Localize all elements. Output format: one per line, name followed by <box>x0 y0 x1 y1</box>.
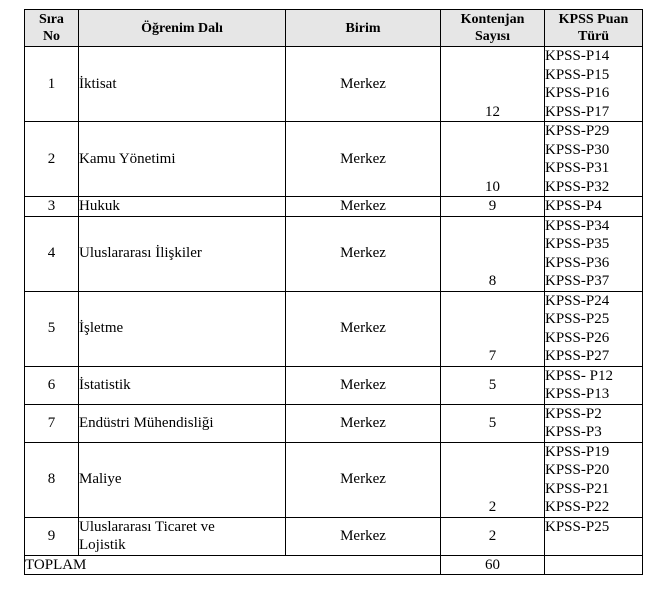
quota-count: 9 <box>441 197 545 217</box>
program-name: İşletme <box>79 291 286 366</box>
kpss-type: KPSS-P26 <box>545 329 610 346</box>
unit-name: Merkez <box>286 517 441 555</box>
kpss-type: KPSS-P13 <box>545 386 610 402</box>
kpss-type: KPSS-P30 <box>545 141 610 158</box>
kpss-type: KPSS-P24 <box>545 292 610 309</box>
table-row <box>25 404 643 442</box>
table-row <box>25 197 643 217</box>
kpss-type: KPSS-P31 <box>545 160 610 176</box>
kpss-type: KPSS-P22 <box>545 499 610 515</box>
total-value: 60 <box>441 555 545 575</box>
kpss-types <box>545 404 643 442</box>
kpss-type: KPSS-P34 <box>545 217 610 234</box>
header-no: Sıra No <box>25 10 79 47</box>
table-row <box>25 47 643 122</box>
row-number: 6 <box>25 366 79 404</box>
row-number: 5 <box>25 291 79 366</box>
table-footer <box>25 555 643 575</box>
kpss-types <box>545 216 643 291</box>
table-body <box>25 47 643 556</box>
unit-name: Merkez <box>286 442 441 517</box>
kpss-types <box>545 47 643 122</box>
row-number: 4 <box>25 216 79 291</box>
table-header <box>25 10 643 47</box>
kpss-type: KPSS-P4 <box>545 198 602 214</box>
program-name-line: Uluslararası Ticaret ve <box>79 518 215 535</box>
table-row <box>25 517 643 555</box>
kpss-types <box>545 197 643 217</box>
kpss-type: KPSS-P32 <box>545 178 610 195</box>
header-quota: Kontenjan Sayısı <box>441 10 545 47</box>
unit-name: Merkez <box>286 404 441 442</box>
kpss-type: KPSS-P25 <box>545 311 610 327</box>
kpss-types <box>545 442 643 517</box>
kpss-type: KPSS-P3 <box>545 424 602 440</box>
row-number: 3 <box>25 197 79 217</box>
total-row <box>25 555 643 575</box>
kpss-type: KPSS-P15 <box>545 66 610 83</box>
program-name <box>79 517 286 555</box>
quota-count: 2 <box>441 517 545 555</box>
kpss-type: KPSS- P12 <box>545 367 613 384</box>
kpss-type: KPSS-P20 <box>545 462 610 478</box>
program-name: Endüstri Mühendisliği <box>79 404 286 442</box>
kpss-type: KPSS-P29 <box>545 123 610 139</box>
kpss-type: KPSS-P16 <box>545 85 610 101</box>
table-row <box>25 216 643 291</box>
kpss-type: KPSS-P36 <box>545 254 610 271</box>
quota-count: 12 <box>441 47 545 122</box>
kpss-type: KPSS-P35 <box>545 236 610 252</box>
table-row <box>25 366 643 404</box>
kpss-type: KPSS-P17 <box>545 103 610 120</box>
header-row <box>25 10 643 47</box>
quota-count: 5 <box>441 366 545 404</box>
kpss-types <box>545 122 643 197</box>
total-empty-cell <box>545 555 643 575</box>
unit-name: Merkez <box>286 291 441 366</box>
total-label: TOPLAM <box>25 555 441 575</box>
quota-count: 2 <box>441 442 545 517</box>
program-name: Kamu Yönetimi <box>79 122 286 197</box>
row-number: 9 <box>25 517 79 555</box>
quota-count: 10 <box>441 122 545 197</box>
quota-table <box>24 9 643 575</box>
header-program: Öğrenim Dalı <box>79 10 286 47</box>
kpss-type: KPSS-P37 <box>545 273 610 289</box>
program-name-line: Lojistik <box>79 537 126 553</box>
kpss-types <box>545 366 643 404</box>
kpss-type: KPSS-P14 <box>545 48 610 64</box>
quota-count: 5 <box>441 404 545 442</box>
kpss-type: KPSS-P27 <box>545 348 610 364</box>
kpss-type: KPSS-P21 <box>545 480 610 497</box>
program-name: Hukuk <box>79 197 286 217</box>
quota-count: 7 <box>441 291 545 366</box>
row-number: 1 <box>25 47 79 122</box>
row-number: 8 <box>25 442 79 517</box>
header-kpss-type: KPSS Puan Türü <box>545 10 643 47</box>
row-number: 2 <box>25 122 79 197</box>
row-number: 7 <box>25 404 79 442</box>
table-row <box>25 291 643 366</box>
kpss-type: KPSS-P2 <box>545 405 602 422</box>
unit-name: Merkez <box>286 47 441 122</box>
program-name: Uluslararası İlişkiler <box>79 216 286 291</box>
kpss-types <box>545 291 643 366</box>
table-row <box>25 442 643 517</box>
kpss-type: KPSS-P25 <box>545 518 610 535</box>
kpss-type: KPSS-P19 <box>545 443 610 460</box>
table-row <box>25 122 643 197</box>
unit-name: Merkez <box>286 366 441 404</box>
header-unit: Birim <box>286 10 441 47</box>
quota-count: 8 <box>441 216 545 291</box>
program-name: Maliye <box>79 442 286 517</box>
program-name: İktisat <box>79 47 286 122</box>
kpss-types <box>545 517 643 555</box>
unit-name: Merkez <box>286 122 441 197</box>
unit-name: Merkez <box>286 197 441 217</box>
unit-name: Merkez <box>286 216 441 291</box>
program-name: İstatistik <box>79 366 286 404</box>
